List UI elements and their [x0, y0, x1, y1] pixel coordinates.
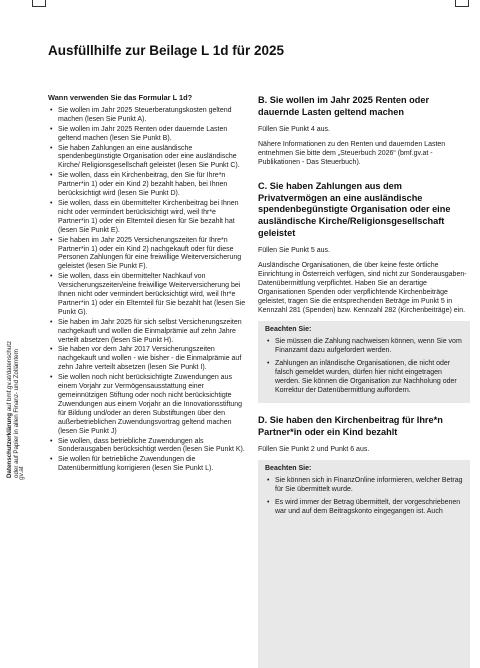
list-item: • Sie wollen, dass ein übermittelter Kirchenbeitrag bei Ihnen nicht oder vermindert berücksichtigt wird, weil Ihr*e Partner*in 1) oder ein Elternteil diesen für Sie bezahlt hat (lesen Sie Punkt E).	[58, 200, 246, 236]
privacy-notice-bold: Datenschutzerklärung	[6, 413, 13, 478]
list-item: • Sie wollen im Jahr 2025 Renten oder dauernde Lasten geltend machen (lesen Sie Punkt B).	[58, 126, 246, 144]
section-b-text-2: Nähere Informationen zu den Renten und dauernden Lasten entnehmen Sie bitte dem „Steuerbuch 2026“ (bmf.gv.at - Publikationen - Das Steuerbuch).	[258, 141, 446, 167]
left-column	[48, 94, 246, 475]
list-item: • Sie haben im Jahr 2025 für sich selbst Versicherungszeiten nachgekauft und wollen die Einmalprämie auf zehn Jahre verteilt absetzen (lesen Sie Punkt H).	[58, 319, 246, 346]
list-item: • Sie wollen im Jahr 2025 Steuerberatungskosten geltend machen (lesen Sie Punkt A).	[58, 107, 246, 125]
list-item: • Sie wollen, dass betriebliche Zuwendungen als Sonderausgaben berücksichtigt werden (lesen Sie Punkt K).	[58, 438, 246, 456]
question-heading: Wann verwenden Sie das Formular L 1d?	[48, 93, 193, 102]
privacy-notice-rest: auf bmf.gv.at/datenschutz	[6, 340, 13, 414]
fold-mark-left	[32, 0, 46, 7]
note-item: • Es wird immer der Betrag übermittelt, der vorgeschriebenen war und auf dem Beitragskonto eingegangen ist. Auch	[275, 498, 463, 516]
list-item: • Sie wollen, dass ein übermittelter Nachkauf von Versicherungszeiten/eine freiwillige Weiterversicherung bei Ihnen nicht oder vermindert berücksichtigt wird, weil Ihr*e Partner*in 1) oder ein Elternteil für Sie bezahlt hat (lesen Sie Punkt G).	[58, 273, 246, 318]
list-item: • Sie haben im Jahr 2025 Versicherungszeiten für Ihre*n Partner*in 1) oder ein Kind 2) nachgekauft oder für diese Personen Zahlungen für eine freiwillige Weiterversicherung geleistet (lesen Sie Punkt F).	[58, 237, 246, 273]
note-title: Beachten Sie:	[265, 326, 312, 334]
section-d-heading: D. Sie haben den Kirchenbeitrag für Ihre*n Partner*in oder ein Kind bezahlt	[258, 415, 443, 437]
privacy-notice	[6, 48, 21, 478]
note-item: • Sie können sich in FinanzOnline informieren, welcher Betrag für Sie übermittelt wurde.	[275, 476, 463, 494]
list-item: • Sie haben vor dem Jahr 2017 Versicherungszeiten nachgekauft und wollen - wie bisher - die Einmalprämie auf zehn Jahre verteilt absetzen (lesen Sie Punkt I).	[58, 346, 246, 373]
list-item: • Sie wollen, dass ein Kirchenbeitrag, den Sie für Ihre*n Partner*in 1) oder ein Kind 2) bezahlt haben, bei Ihnen berücksichtigt wird (lesen Sie Punkt D).	[58, 172, 246, 199]
section-b-text-1: Füllen Sie Punkt 4 aus.	[258, 126, 330, 134]
privacy-notice-line2: oder auf Papier in allen Finanz- und Zollämtern	[13, 349, 21, 478]
section-b-heading: B. Sie wollen im Jahr 2025 Renten oder dauernde Lasten geltend machen	[258, 95, 430, 117]
note-list	[265, 476, 463, 516]
right-column	[258, 95, 470, 668]
note-item: • Sie müssen die Zahlung nachweisen können, wenn Sie vom Finanzamt dazu aufgefordert werden.	[275, 337, 463, 355]
note-title: Beachten Sie:	[265, 465, 312, 473]
section-c-text-1: Füllen Sie Punkt 5 aus.	[258, 247, 330, 255]
fold-mark-right	[455, 0, 469, 7]
usage-list	[48, 107, 246, 474]
section-c-note-box	[258, 321, 470, 403]
note-item: • Zahlungen an inländische Organisationen, die nicht oder falsch gemeldet wurden, dürfen hier nicht eingetragen werden. Sie können die Organisation zur Nachholung oder Korrektur der Datenübermittlung auffordern.	[275, 359, 463, 395]
section-c-heading: C. Sie haben Zahlungen aus dem Privatvermögen an eine ausländische spendenbegünstigte Organisation oder eine ausländische Kirche/Religionsgesellschaft geleistet	[258, 181, 451, 238]
section-c-text-2: Ausländische Organisationen, die über keine feste örtliche Einrichtung in Österreich verfügen, sind nicht zur Sonderausgaben-Datenübermittlung verpflichtet. Haben Sie an derartige Organisationen Spenden oder verpflichtende Kirchenbeiträge geleistet, tragen Sie die entsprechenden Beträge im Punkt 5 in Kennzahl 281 (Spenden) bzw. Kennzahl 282 (Kirchenbeiträge) ein.	[258, 262, 467, 315]
note-list	[265, 337, 463, 395]
list-item: • Sie haben Zahlungen an eine ausländische spendenbegünstigte Organisation oder eine ausländische Kirche/ Religionsgesellschaft geleistet (lesen Sie Punkt C).	[58, 145, 246, 172]
sidebar: Datenschutzerklärung auf bmf.gv.at/datenschutz oder auf Papier in allen Finanz- und Zollämtern gv.at	[2, 0, 40, 480]
section-d-text-1: Füllen Sie Punkt 2 und Punkt 6 aus.	[258, 446, 370, 454]
list-item: • Sie wollen noch nicht berücksichtigte Zuwendungen aus einem Vorjahr zur Vermögensausstattung einer gemeinnützigen Stiftung oder noch nicht berücksichtigte Zuwendungen aus einem Vorjahr an die Innovationsstiftung für Bildung und/oder an deren Substiftungen über den außerbetrieblichen Zuwendungsvortrag geltend machen (lesen Sie Punkt J)	[58, 374, 246, 436]
section-d-note-box	[258, 460, 470, 668]
list-item: • Sie wollen für betriebliche Zuwendungen die Datenübermittlung korrigieren (lesen Sie Punkt L).	[58, 456, 246, 474]
page-title: Ausfüllhilfe zur Beilage L 1d für 2025	[48, 43, 285, 58]
